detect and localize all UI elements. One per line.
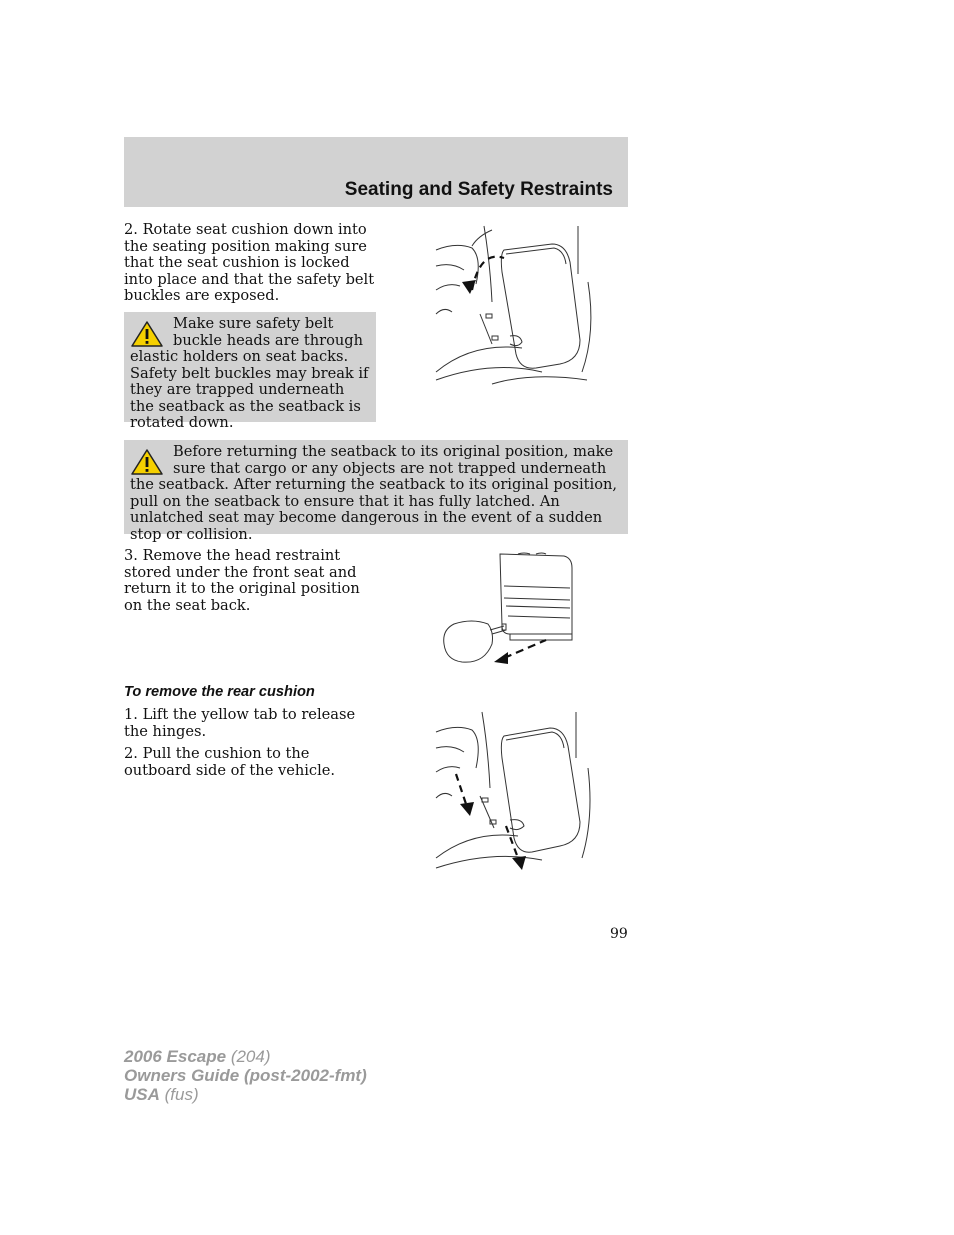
rear-cushion-removal-illustration: [432, 708, 592, 874]
rear-cushion-step-1: 1. Lift the yellow tab to release the hinges.: [124, 706, 356, 740]
footer-guide: Owners Guide (post-2002-fmt): [124, 1066, 367, 1085]
footer-market-code: (fus): [159, 1085, 199, 1104]
head-restraint-illustration: [438, 548, 578, 670]
seat-rotate-down-illustration: [432, 222, 597, 387]
warning-triangle-icon: [130, 319, 164, 349]
rear-cushion-step-2: 2. Pull the cushion to the outboard side of the vehicle.: [124, 745, 336, 779]
section-title: Seating and Safety Restraints: [344, 179, 613, 200]
footer-market: USA: [124, 1085, 160, 1104]
warning-box-seatback: [124, 440, 628, 543]
rear-cushion-heading: To remove the rear cushion: [124, 684, 315, 700]
page-number: 99: [610, 926, 628, 942]
warning-text-seatback: Before returning the seatback to its original position, make sure that cargo or any objects are not trapped underneath the seatback. After returning the seatback to its original position, pull on the seatback to ensure that it has fully latched. An unlatched seat may become dangerous in the event of a sudden stop or collision.: [130, 443, 618, 543]
footer-model-code: (204): [226, 1047, 271, 1066]
step-2-text: 2. Rotate seat cushion down into the seating position making sure that the seat cushion is locked into place and that the safety belt buckles are exposed.: [124, 221, 375, 304]
warning-text-buckles: Make sure safety belt buckle heads are through elastic holders on seat backs. Safety belt buckles may break if they are trapped underneath the seatback as the seatback is rotated down.: [130, 315, 369, 431]
step-3-text: 3. Remove the head restraint stored under the front seat and return it to the original position on the seat back.: [124, 547, 360, 614]
footer-model: 2006 Escape: [124, 1047, 227, 1066]
document-footer: [124, 1047, 367, 1104]
section-header: [124, 137, 628, 207]
warning-triangle-icon: [130, 447, 164, 477]
warning-box-buckles: [124, 312, 376, 431]
